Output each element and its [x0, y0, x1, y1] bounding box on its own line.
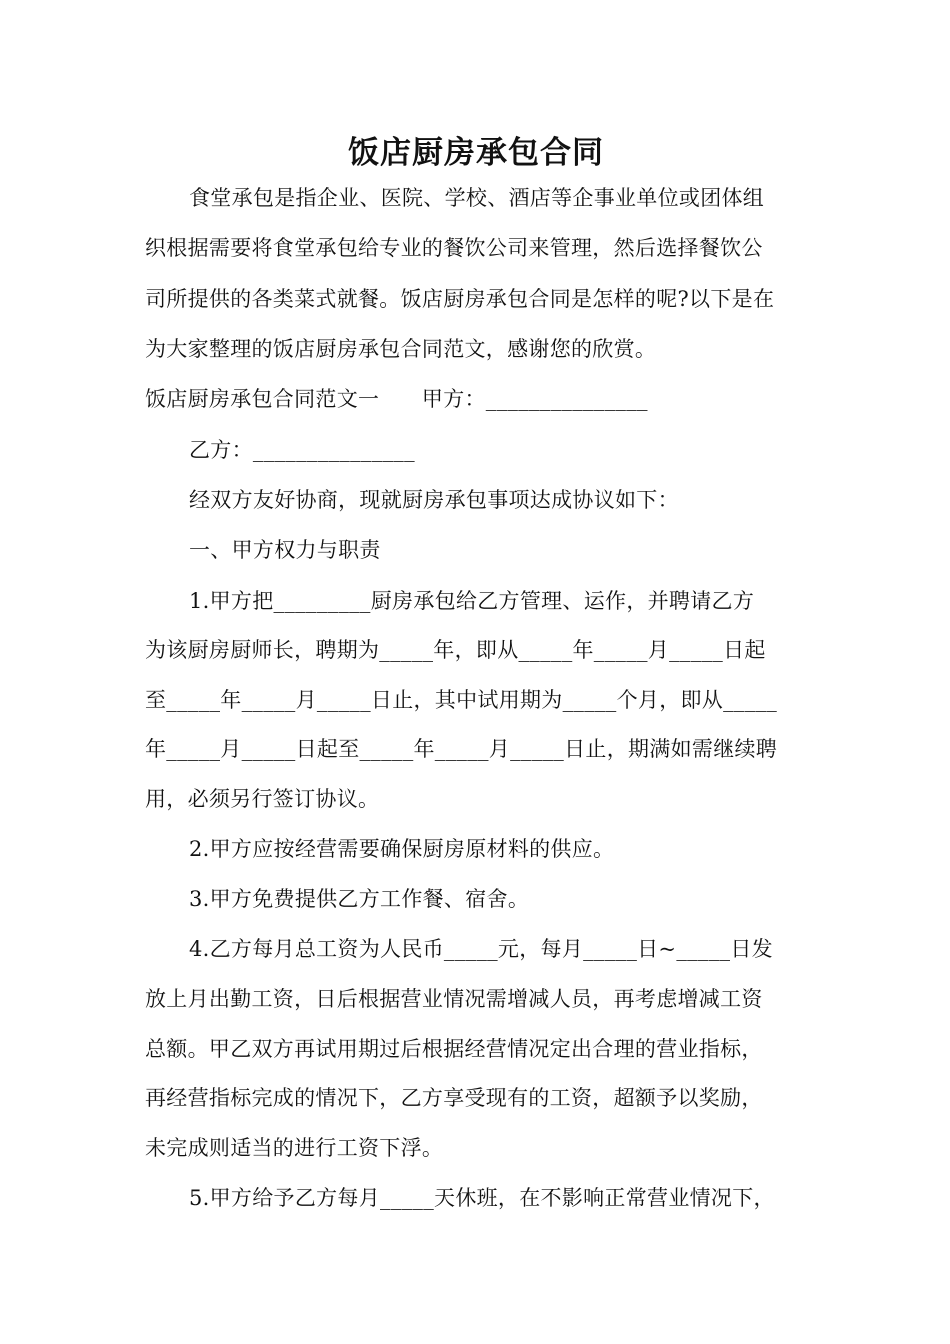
paragraph-line: 为大家整理的饭店厨房承包合同范文，感谢您的欣赏。: [145, 337, 657, 361]
clause-line: 5.甲方给予乙方每月_____天休班，在不影响正常营业情况下，: [189, 1186, 775, 1210]
document-title: 饭店厨房承包合同: [348, 135, 604, 171]
paragraph-line: 司所提供的各类菜式就餐。饭店厨房承包合同是怎样的呢?以下是在: [145, 287, 775, 311]
clause-line: 放上月出勤工资，日后根据营业情况需增减人员，再考虑增减工资: [145, 987, 763, 1011]
agreement-intro: 经双方友好协商，现就厨房承包事项达成协议如下：: [189, 488, 679, 512]
paragraph-line: 织根据需要将食堂承包给专业的餐饮公司来管理，然后选择餐饮公: [145, 236, 763, 260]
paragraph-line: 食堂承包是指企业、医院、学校、酒店等企事业单位或团体组: [189, 186, 765, 210]
clause-line: 总额。甲乙双方再试用期过后根据经营情况定出合理的营业指标，: [145, 1037, 763, 1061]
party-a-line: 饭店厨房承包合同范文一 甲方：_______________: [145, 387, 648, 411]
party-b-line: 乙方：_______________: [189, 438, 415, 462]
section-heading: 一、甲方权力与职责: [189, 538, 381, 562]
clause-line: 年_____月_____日起至_____年_____月_____日止，期满如需继续聘: [145, 737, 778, 761]
clause-line: 3.甲方免费提供乙方工作餐、宿舍。: [189, 887, 530, 911]
clause-line: 2.甲方应按经营需要确保厨房原材料的供应。: [189, 837, 615, 861]
clause-line: 为该厨房厨师长，聘期为_____年，即从_____年_____月_____日起: [145, 638, 766, 662]
clause-line: 未完成则适当的进行工资下浮。: [145, 1136, 444, 1160]
clause-line: 1.甲方把_________厨房承包给乙方管理、运作，并聘请乙方: [189, 589, 755, 613]
clause-line: 用，必须另行签订协议。: [145, 787, 380, 811]
clause-line: 4.乙方每月总工资为人民币_____元，每月_____日~_____日发: [189, 937, 773, 961]
clause-line: 至_____年_____月_____日止，其中试用期为_____个月，即从_____: [145, 688, 778, 712]
clause-line: 再经营指标完成的情况下，乙方享受现有的工资，超额予以奖励，: [145, 1086, 763, 1110]
